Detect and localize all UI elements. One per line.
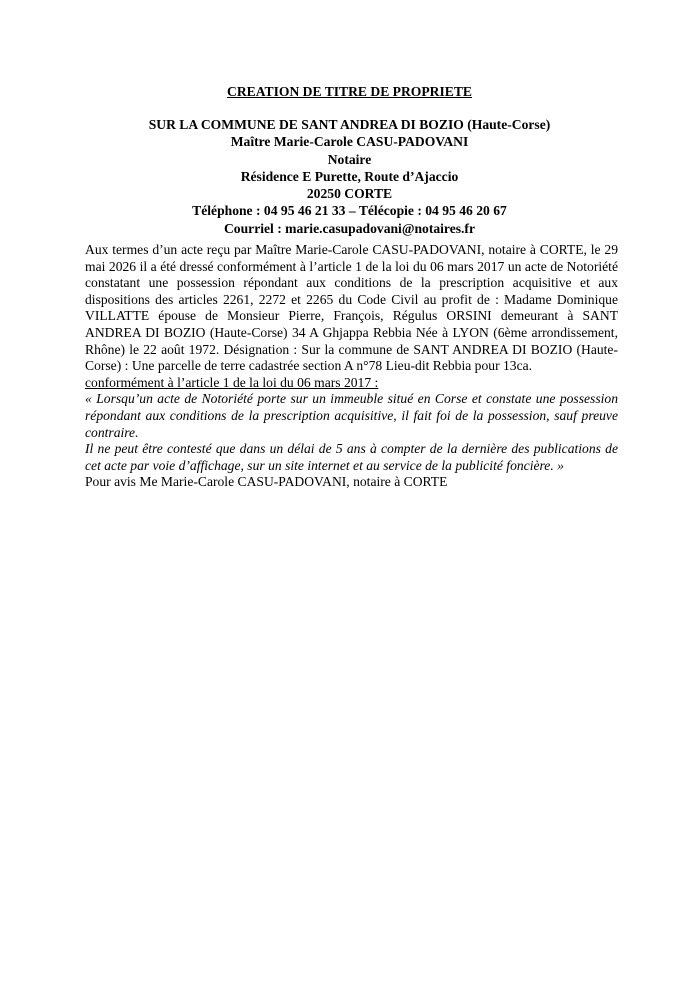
commune-line: SUR LA COMMUNE DE SANT ANDREA DI BOZIO (Haute-Corse) <box>148 117 551 132</box>
notary-title: Notaire <box>327 151 372 167</box>
signature-line: Pour avis Me Marie-Carole CASU-PADOVANI, notaire à CORTE <box>85 474 448 490</box>
legal-quote-1: « Lorsqu’un acte de Notoriété porte sur un immeuble situé en Corse et constate une possession répondant aux conditions de la prescription acquisitive, il fait foi de la possession, sauf preuve contraire. <box>85 391 618 440</box>
notary-email: Courriel : marie.casupadovani@notaires.fr <box>223 220 475 236</box>
notary-address: Résidence E Purette, Route d’Ajaccio <box>240 168 459 184</box>
notary-header <box>0 116 699 237</box>
notary-phone-fax: Téléphone : 04 95 46 21 33 – Télécopie : 04 95 46 20 67 <box>192 203 507 219</box>
legal-quote-2: Il ne peut être contesté que dans un délai de 5 ans à compter de la dernière des publications de cet acte par voie d’affichage, sur un site internet et au service de la publicité foncière. » <box>85 441 618 473</box>
notary-name: Maître Marie-Carole CASU-PADOVANI <box>230 134 469 150</box>
notice-paragraph: Aux termes d’un acte reçu par Maître Marie-Carole CASU-PADOVANI, notaire à CORTE, le 29 mai 2026 il a été dressé conformément à l’article 1 de la loi du 06 mars 2017 un acte de Notoriété constatant une possession répondant aux conditions de la prescription acquisitive et aux dispositions des articles 2261, 2272 et 2265 du Code Civil au profit de : Madame Dominique VILLATTE épouse de Monsieur Pierre, François, Régulus ORSINI demeurant à SANT ANDREA DI BOZIO (Haute-Corse) 34 A Ghjappa Rebbia Née à LYON (6ème arrondissement, Rhône) le 22 août 1972. Désignation : Sur la commune de SANT ANDREA DI BOZIO (Haute-Corse) : Une parcelle de terre cadastrée section A n°78 Lieu-dit Rebbia pour 13ca. <box>85 242 618 374</box>
legal-reference: conformément à l’article 1 de la loi du 06 mars 2017 : <box>85 374 379 390</box>
notary-city: 20250 CORTE <box>306 186 393 202</box>
document-body <box>85 242 618 491</box>
document-title: CREATION DE TITRE DE PROPRIETE <box>227 84 472 99</box>
